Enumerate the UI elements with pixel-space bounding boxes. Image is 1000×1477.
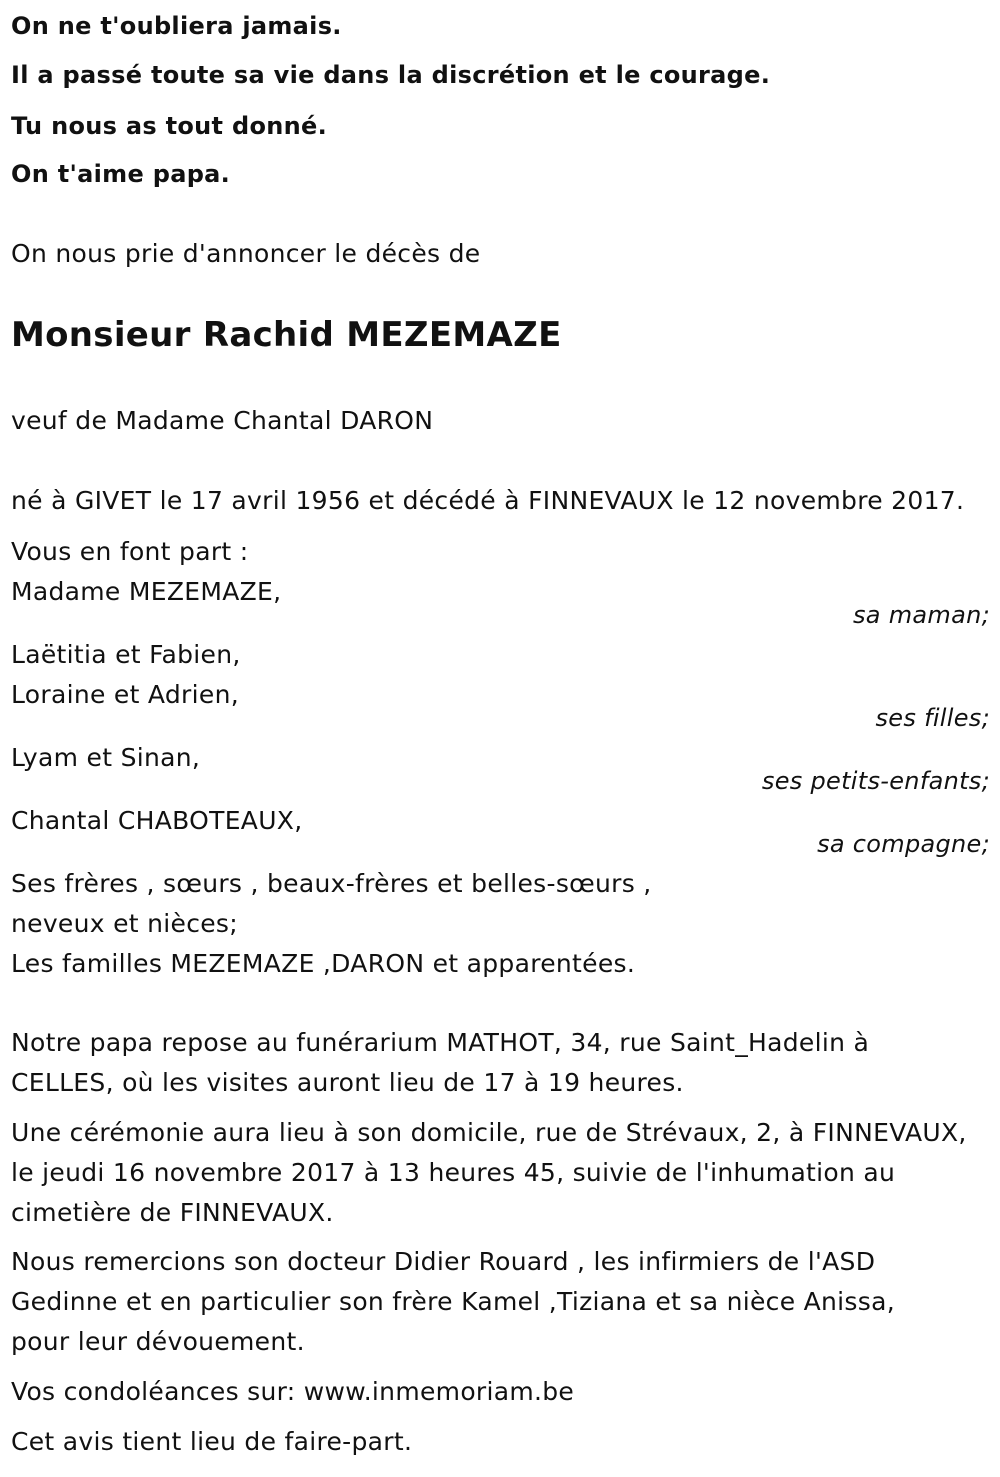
closing-line: Cet avis tient lieu de faire-part. [11,1427,413,1456]
family-relation: ses filles; [875,704,990,732]
intro-line: Il a passé toute sa vie dans la discrétion et le courage. [11,61,771,89]
others-line: Ses frères , sœurs , beaux-frères et belles-sœurs , [11,869,652,898]
announce-text: On nous prie d'annoncer le décès de [11,239,481,268]
family-intro: Vous en font part : [11,537,249,566]
family-relation: sa maman; [852,601,990,629]
family-member-name: Madame MEZEMAZE, [11,577,282,606]
paragraph-line: cimetière de FINNEVAUX. [11,1198,334,1227]
deceased-name: Monsieur Rachid MEZEMAZE [11,315,562,355]
family-member-name: Laëtitia et Fabien, [11,640,241,669]
paragraph-line: Une cérémonie aura lieu à son domicile, rue de Strévaux, 2, à FINNEVAUX, [11,1118,967,1147]
paragraph-line: Notre papa repose au funérarium MATHOT, 34, rue Saint_Hadelin à [11,1028,870,1057]
family-relation: sa compagne; [817,830,990,858]
paragraph-line: CELLES, où les visites auront lieu de 17 à 19 heures. [11,1068,684,1097]
family-relation: ses petits-enfants; [761,767,990,795]
family-member-name: Loraine et Adrien, [11,680,239,709]
condolences-line: Vos condoléances sur: www.inmemoriam.be [11,1377,575,1406]
intro-line: Tu nous as tout donné. [11,112,328,140]
spouse-text: veuf de Madame Chantal DARON [11,406,434,435]
paragraph-line: le jeudi 16 novembre 2017 à 13 heures 45, suivie de l'inhumation au [11,1158,896,1187]
family-member-name: Chantal CHABOTEAUX, [11,806,303,835]
others-line: neveux et nièces; [11,909,238,938]
intro-line: On t'aime papa. [11,160,231,188]
paragraph-line: Gedinne et en particulier son frère Kamel ,Tiziana et sa nièce Anissa, [11,1287,895,1316]
family-member-name: Lyam et Sinan, [11,743,201,772]
birth-death-text: né à GIVET le 17 avril 1956 et décédé à FINNEVAUX le 12 novembre 2017. [11,486,965,515]
others-line: Les familles MEZEMAZE ,DARON et apparentées. [11,949,636,978]
intro-line: On ne t'oubliera jamais. [11,12,342,40]
paragraph-line: Nous remercions son docteur Didier Rouard , les infirmiers de l'ASD [11,1247,876,1276]
paragraph-line: pour leur dévouement. [11,1327,305,1356]
